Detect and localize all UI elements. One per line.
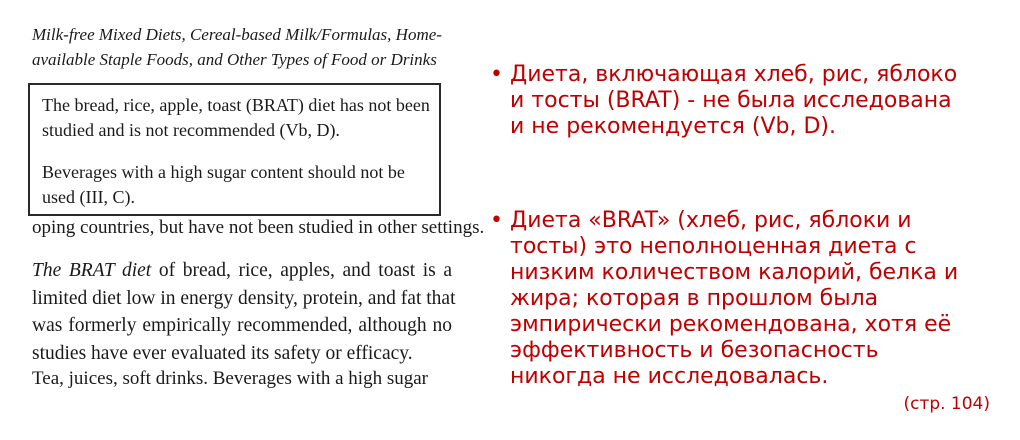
excerpt-subtitle bbox=[32, 22, 452, 72]
excerpt-subtitle-line: available Staple Foods, and Other Types of Food or Drinks bbox=[32, 50, 437, 69]
bullet-text: Диета «BRAT» (хлеб, рис, яблоки и тосты) это неполноценная диета с низким количеством калорий, белка и жира; которая в прошлом была эмпирически рекомендована, хотя её эффективность и безопасность никогда не исследовалась. bbox=[510, 208, 959, 389]
cropped-line-bottom bbox=[32, 368, 452, 389]
brat-paragraph bbox=[32, 257, 456, 367]
source-excerpt-panel bbox=[0, 0, 485, 440]
bullet-item bbox=[490, 62, 960, 140]
paragraph-line: limited diet low in energy density, protein, and fat that bbox=[32, 287, 456, 309]
recommendation-brat: The bread, rice, apple, toast (BRAT) diet has not been studied and is not recommended (Vb, D). bbox=[42, 95, 430, 140]
excerpt-subtitle-line: Milk-free Mixed Diets, Cereal-based Milk/Formulas, Home- bbox=[32, 25, 442, 44]
cropped-line-bottom-text: Tea, juices, soft drinks. Beverages with a high sugar bbox=[32, 368, 428, 389]
cropped-line-top-text: oping countries, but have not been studied in other settings. bbox=[32, 217, 485, 238]
recommendation-box bbox=[28, 83, 441, 216]
page-reference: (стр. 104) bbox=[903, 394, 990, 414]
paragraph-line bbox=[32, 257, 452, 285]
paragraph-italic-lead: The BRAT diet bbox=[32, 260, 152, 281]
paragraph-line-text: of bread, rice, apples, and toast is a bbox=[151, 260, 453, 281]
cropped-line-top bbox=[32, 217, 485, 247]
bullet-text: Диета, включающая хлеб, рис, яблоко и тосты (BRAT) - не была исследована и не рекомендуется (Vb, D). bbox=[510, 62, 958, 139]
bullet-item bbox=[490, 208, 960, 390]
bullet-dot-icon: • bbox=[490, 208, 503, 233]
slide-notes-panel bbox=[480, 0, 1020, 440]
paragraph-line: studies have ever evaluated its safety or efficacy. bbox=[32, 342, 413, 364]
bullet-dot-icon: • bbox=[490, 62, 503, 87]
recommendation-beverages: Beverages with a high sugar content should not be used (III, C). bbox=[42, 162, 405, 207]
paragraph-line: was formerly empirically recommended, although no bbox=[32, 315, 452, 336]
